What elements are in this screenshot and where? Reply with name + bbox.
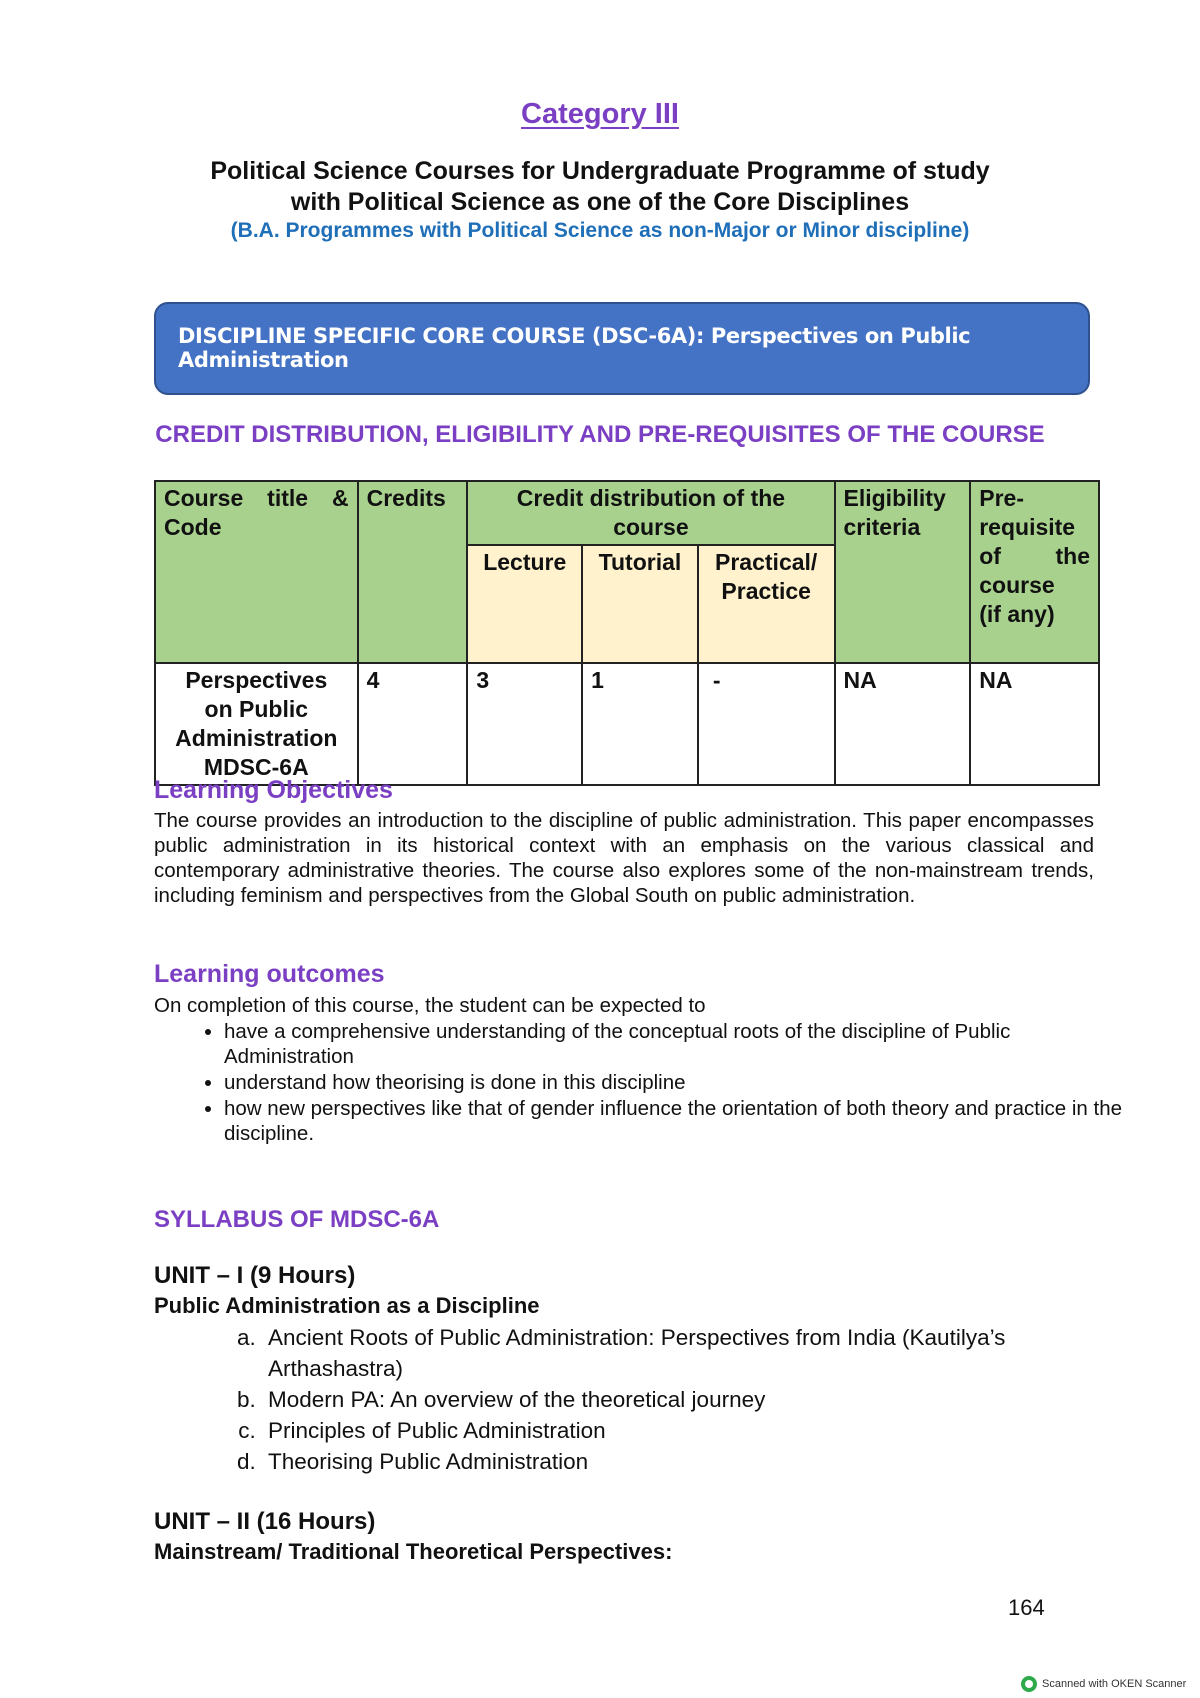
header-prerequisite-line-1: Pre- [979,485,1024,511]
cell-prerequisite: NA [970,663,1099,785]
course-title-line-1: Perspectives [185,667,328,693]
header-prerequisite-line-2: requisite [979,514,1076,540]
learning-outcomes-heading: Learning outcomes [154,960,385,988]
learning-outcomes-list [154,1019,1124,1147]
unit-1-subtitle: Public Administration as a Discipline [154,1293,540,1318]
header-prerequisite-line-4: course [979,572,1055,598]
credit-distribution-heading: CREDIT DISTRIBUTION, ELIGIBILITY AND PRE-REQUISITES OF THE COURSE [155,421,1045,448]
list-item: c. Principles of Public Administration [262,1415,1082,1446]
course-title-line-3: Administration [175,725,338,751]
unit-1-title: UNIT – I (9 Hours) [154,1262,356,1289]
page-subtitle: (B.A. Programmes with Political Science as non-Major or Minor discipline) [230,219,970,242]
cell-credits: 4 [358,663,468,785]
header-practical: Practical/ Practice [698,545,835,663]
header-prerequisite-of: of [979,543,1001,569]
header-prerequisite-line-3 [979,542,1090,571]
scanner-watermark [1020,1675,1186,1693]
scanner-logo-icon [1020,1675,1038,1693]
title-line-2: with Political Science as one of the Core Disciplines [290,188,910,216]
cell-course-title [155,663,358,785]
list-item: • how new perspectives like that of gender influence the orientation of both theory and practice in the discipline. [224,1096,1124,1146]
learning-objectives-heading: Learning Objectives [154,776,393,804]
header-course-title [155,481,358,663]
cell-eligibility: NA [835,663,971,785]
unit-2-subtitle: Mainstream/ Traditional Theoretical Perspectives: [154,1539,673,1564]
unit-2-title: UNIT – II (16 Hours) [154,1508,376,1535]
scanner-text: Scanned with OKEN Scanner [1042,1678,1187,1690]
title-line-1: Political Science Courses for Undergraduate Programme of study [210,157,990,185]
table-row [155,663,1099,785]
header-course-title-line-1: Course title & [164,485,349,511]
cell-tutorial: 1 [582,663,698,785]
header-lecture: Lecture [467,545,582,663]
learning-objectives-text: The course provides an introduction to the discipline of public administration. This paper encompasses public administration in its historical context with an emphasis on the various classical and contemporary administrative theories. The course also explores some of the non-mainstream trends, including feminism and perspectives from the Global South on public administration. [154,809,1094,907]
category-text: Category III [521,98,679,130]
header-credit-distribution: Credit distribution of the course [467,481,834,545]
cell-lecture: 3 [467,663,582,785]
header-credits: Credits [358,481,468,663]
list-item: • have a comprehensive understanding of the conceptual roots of the discipline of Public Administration [224,1019,1124,1069]
table-header-row [155,481,1099,545]
header-eligibility: Eligibility criteria [835,481,971,663]
header-tutorial: Tutorial [582,545,698,663]
page-title [60,156,1140,218]
list-item: a. Ancient Roots of Public Administration: Perspectives from India (Kautilya’s Arthashastra) [262,1322,1082,1384]
list-item: d. Theorising Public Administration [262,1446,1082,1477]
course-title-line-2: on Public [204,696,309,722]
category-heading [0,98,1200,131]
header-prerequisite [970,481,1099,663]
course-code: MDSC-6A [203,754,309,780]
header-prerequisite-the: the [1055,543,1090,569]
syllabus-heading: SYLLABUS OF MDSC-6A [154,1206,440,1233]
page-number: 164 [1008,1595,1045,1620]
course-banner: DISCIPLINE SPECIFIC CORE COURSE (DSC-6A): Perspectives on Public Administration [154,302,1090,395]
list-item: • understand how theorising is done in this discipline [224,1070,1124,1095]
list-item: b. Modern PA: An overview of the theoretical journey [262,1384,1082,1415]
learning-outcomes-intro: On completion of this course, the student can be expected to [154,994,706,1017]
unit-1-topics [154,1322,1082,1477]
credit-distribution-table [154,480,1100,786]
header-prerequisite-line-5: (if any) [979,601,1055,627]
header-course-title-line-2: Code [164,514,222,540]
cell-practical: - [698,663,835,785]
